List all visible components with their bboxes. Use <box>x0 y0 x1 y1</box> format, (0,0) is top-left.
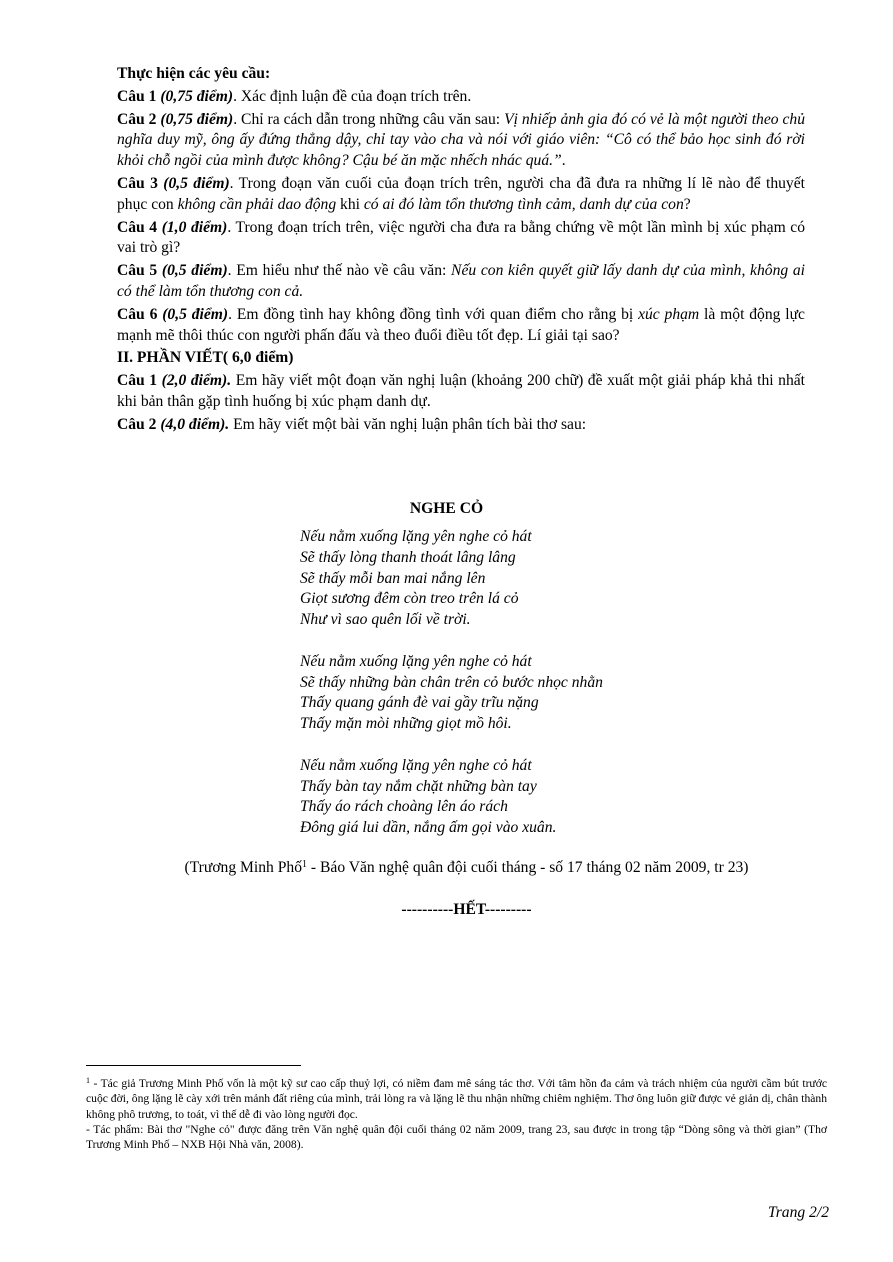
footnote <box>86 1073 827 1152</box>
question-points: (1,0 điểm) <box>161 218 228 236</box>
footnote-divider <box>86 1065 301 1066</box>
footnote-author-note <box>86 1073 827 1122</box>
question-text: . Em hiểu như thế nào về câu văn: <box>227 262 452 280</box>
question-label: Câu 1 <box>117 87 157 105</box>
poem-line: Sẽ thấy những bàn chân trên cỏ bước nhọc nhằn <box>300 673 603 691</box>
question-text: . Em đồng tình hay không đồng tình với quan điểm cho rằng bị <box>228 305 639 323</box>
question-points: (0,5 điểm) <box>163 174 230 192</box>
poem-line: Sẽ thấy mỗi ban mai nắng lên <box>300 569 486 587</box>
poem-line: Nếu nằm xuống lặng yên nghe cỏ hát <box>300 652 532 670</box>
poem-line: Giọt sương đêm còn treo trên lá cỏ <box>300 590 519 608</box>
section-2-heading: II. PHẦN VIẾT( 6,0 điểm) <box>117 349 294 367</box>
question-text: có ai đó làm tổn thương tình cảm, danh dự của con <box>363 195 684 213</box>
page-number: Trang 2/2 <box>767 1204 829 1221</box>
question-label: Câu 2 <box>117 415 157 433</box>
question-text: . Trong đoạn văn cuối của đoạn trích trên, người cha đã đưa ra những lí lẽ nào để thuyết phục con <box>117 174 805 213</box>
question-text: Em hãy viết một đoạn văn nghị luận (khoảng 200 chữ) đề xuất một giải pháp khả thi nhất khi bản thân gặp tình huống bị xúc phạm danh dự. <box>117 372 805 410</box>
writing-task-2 <box>117 415 805 436</box>
question-text: . Trong đoạn trích trên, việc người cha đưa ra bằng chứng về một lần mình bị xúc phạm có vai trò gì? <box>117 218 806 257</box>
question-label: Câu 3 <box>117 174 158 192</box>
poem-line: Thấy áo rách choàng lên áo rách <box>300 798 508 816</box>
reading-questions <box>117 87 805 347</box>
question-2 <box>117 110 805 172</box>
question-text: khi <box>336 195 364 213</box>
writing-tasks <box>117 371 805 435</box>
poem-title: NGHE CỎ <box>409 500 484 517</box>
question-points: (4,0 điểm). <box>160 415 230 433</box>
question-4 <box>117 218 805 260</box>
question-label: Câu 6 <box>117 305 158 323</box>
poem-source <box>0 859 893 877</box>
footnote-ref[interactable]: 1 <box>302 859 308 870</box>
question-text: . <box>561 152 566 170</box>
question-points: (0,5 điểm) <box>161 262 228 280</box>
poem-line: Nếu nằm xuống lặng yên nghe cỏ hát <box>300 528 532 545</box>
question-text: Nếu con kiên quyết giữ lấy danh dự của mình, không ai có thể làm tổn thương con cả. <box>117 262 805 300</box>
poem-line: Thấy quang gánh đè vai gầy trĩu nặng <box>300 694 539 712</box>
question-points: (0,75 điểm) <box>160 110 234 128</box>
question-label: Câu 1 <box>117 372 158 390</box>
poem-line: Đông giá lui dần, nắng ấm gọi vào xuân. <box>300 819 557 837</box>
question-text: Vị nhiếp ảnh gia đó có vẻ là một người theo chủ nghĩa duy mỹ, ông ấy đứng thẳng dậy, chỉ tay vào cha và nói với giáo viên: “Cô có thể bảo học sinh đó rời khỏi chỗ ngồi của mình được không? Cậu bé ăn mặc nhếch nhác quá.” <box>117 110 805 170</box>
exam-body <box>117 63 805 438</box>
question-label: Câu 5 <box>117 262 158 280</box>
source-author: (Trương Minh Phố <box>184 859 303 876</box>
poem-line: Nếu nằm xuống lặng yên nghe cỏ hát <box>300 756 532 774</box>
question-label: Câu 4 <box>117 218 158 236</box>
question-5 <box>117 261 805 303</box>
question-label: Câu 2 <box>117 110 157 128</box>
question-text: xúc phạm <box>638 305 700 323</box>
question-6 <box>117 305 805 347</box>
footnote-work-note: - Tác phẩm: Bài thơ "Nghe cỏ" được đăng trên Văn nghệ quân đội cuối tháng 02 năm 2009, trang 23, sau được in trong tập “Dòng sông và thời gian” (Thơ Trương Minh Phố – NXB Hội Nhà văn, 2008). <box>86 1122 827 1152</box>
poem-body <box>300 527 603 839</box>
poem-line: Thấy mặn mòi những giọt mồ hôi. <box>300 715 512 733</box>
question-text: . Xác định luận đề của đoạn trích trên. <box>233 87 472 105</box>
question-1 <box>117 87 805 108</box>
question-text: . Chỉ ra cách dẫn trong những câu văn sau: <box>233 110 505 128</box>
question-text: không cần phải dao động <box>177 195 337 213</box>
writing-task-1 <box>117 371 805 413</box>
source-publication: - Báo Văn nghệ quân đội cuối tháng - số 17 tháng 02 năm 2009, tr 23) <box>307 859 749 876</box>
footnote-author-text: - Tác giả Trương Minh Phố vốn là một kỹ sư cao cấp thuỷ lợi, có niềm đam mê sáng tác thơ. Với tâm hồn đa cảm và trách nhiệm của người cầm bút trước cuộc đời, ông lặng lẽ cày xới trên mảnh đất riêng của mình, trải lòng ra và lặng lẽ thu nhận những chiêm nghiệm. Thơ ông luôn giữ được vẻ giản dị, chân thành không phô trương, to toát, vì thế dễ đi vào lòng người đọc. <box>86 1077 827 1121</box>
poem-line: Như vì sao quên lối về trời. <box>300 611 471 629</box>
poem-stanza <box>300 652 603 735</box>
end-mark: ----------HẾT--------- <box>401 901 532 918</box>
question-text: ? <box>683 195 691 213</box>
question-text: Em hãy viết một bài văn nghị luận phân tích bài thơ sau: <box>229 415 587 433</box>
poem-stanza <box>300 527 603 631</box>
question-points: (0,5 điểm) <box>162 305 229 323</box>
poem-line: Thấy bàn tay nắm chặt những bàn tay <box>300 777 537 795</box>
question-text: là một động lực mạnh mẽ thôi thúc con người phấn đấu và theo đuổi điều tốt đẹp. Lí giải tại sao? <box>117 305 805 344</box>
poem-line: Sẽ thấy lòng thanh thoát lâng lâng <box>300 548 516 566</box>
footnote-marker: 1 <box>86 1076 90 1085</box>
question-3 <box>117 174 805 216</box>
question-points: (0,75 điểm) <box>160 87 234 105</box>
question-points: (2,0 điểm). <box>161 372 232 390</box>
instructions-heading: Thực hiện các yêu cầu: <box>117 65 271 82</box>
poem-stanza <box>300 756 603 839</box>
